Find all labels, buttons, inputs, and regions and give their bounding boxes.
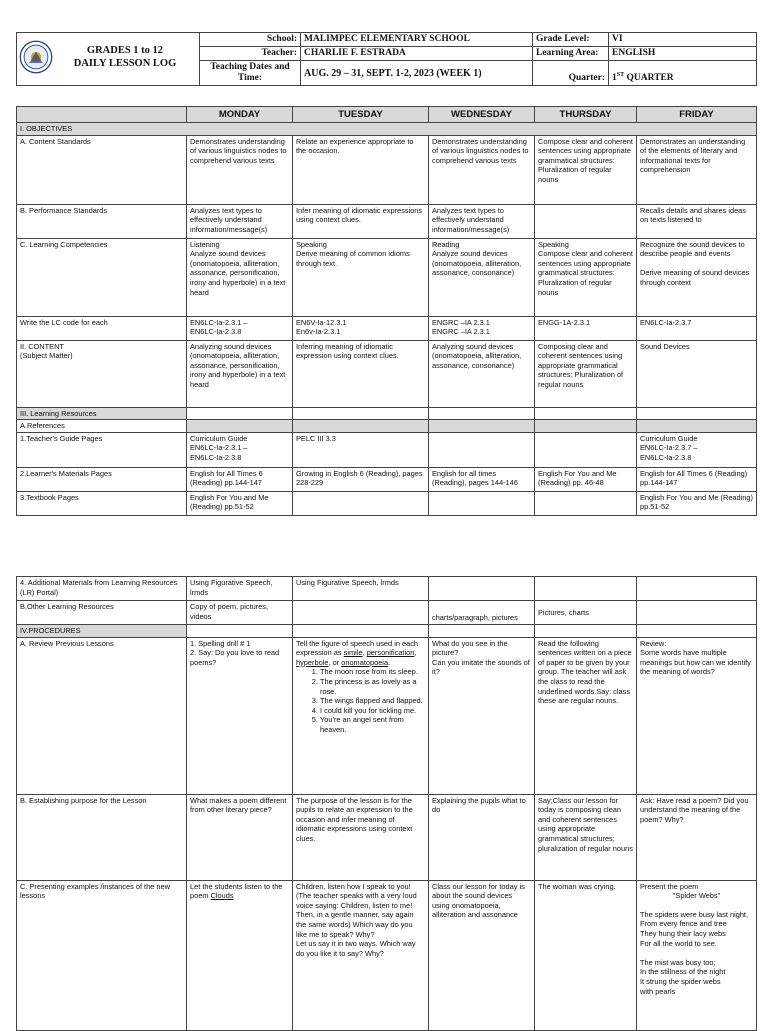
cell-content-standards-thu: Compose clear and coherent sentences using appropriate grammatical structures: Pluralization of regular nouns — [535, 135, 637, 204]
row-label-purpose: B. Establishing purpose for the Lesson — [17, 794, 187, 880]
school-label: School: — [200, 33, 301, 47]
list-item: 1. The moon rose from its sleep. — [320, 667, 425, 677]
cell-presenting-tue: Children, listen how I speak to you! (The teacher speaks with a very loud voice saying: Children, listen to me! Then, in a gentle manner, say again the same words) Which way do you like me to speak? Why? Let us say it in two ways. Which way do you like it to say? Why? — [293, 880, 429, 1030]
quarter-value: 1ST QUARTER — [609, 61, 757, 86]
cell-purpose-tue: The purpose of the lesson is for the pupils to relate an expression to the occasion and infer meaning of idiomatic expressions using context clues. — [293, 794, 429, 880]
cell-am-wed — [429, 577, 535, 601]
cell-content-mon: Analyzing sound devices (onomatopoeia, alliteration, assonance, personification, irony and hyperbole) in a text heard — [187, 340, 293, 407]
deped-seal-icon — [19, 40, 53, 74]
cell-or-fri — [637, 601, 757, 625]
day-tuesday: TUESDAY — [293, 107, 429, 123]
cell-lm-thu: English For You and Me (Reading) pp. 46-48 — [535, 467, 637, 491]
term-simile: simile — [343, 648, 363, 658]
row-label-presenting: C. Presenting examples /instances of the new lessons — [17, 880, 187, 1030]
cell-or-wed: charts/paragraph, pictures — [429, 601, 535, 625]
cell-performance-tue: Infer meaning of idiomatic expressions using context clues. — [293, 204, 429, 238]
cell-lc-code-tue: EN6V-Ia-12.3.1 En6v-Ia-2.3.1 — [293, 316, 429, 340]
cell-performance-mon: Analyzes text types to effectively understand information/message(s) — [187, 204, 293, 238]
learning-area-value: ENGLISH — [609, 47, 757, 61]
row-label-content-standards: A. Content Standards — [17, 135, 187, 204]
cell-lc-code-wed: ENGRC –IA 2.3.1 ENGRC –IA 2.3.1 — [429, 316, 535, 340]
cell-or-mon: Copy of poem, pictures, videos — [187, 601, 293, 625]
cell-lc-code-fri: EN6LC-Ia-2.3.7 — [637, 316, 757, 340]
cell-lm-wed: English for all times (Reading), pages 144-146 — [429, 467, 535, 491]
row-label-performance-standards: B. Performance Standards — [17, 204, 187, 238]
cell-lm-mon: English for All Times 6 (Reading) pp.144-147 — [187, 467, 293, 491]
term-hyperbole: hyperbole — [296, 657, 329, 667]
cell-am-thu — [535, 577, 637, 601]
lesson-table-page1 — [16, 106, 757, 516]
cell-lc-code-thu: ENGG-1A-2.3.1 — [535, 316, 637, 340]
section-procedures: IV.PROCEDURES — [17, 625, 187, 638]
poem-title-clouds: Clouds — [210, 891, 234, 901]
cell-performance-wed: Analyzes text types to effectively understand information/message(s) — [429, 204, 535, 238]
cell-competencies-wed: Reading Analyze sound devices (onomatopoeia, alliteration, assonance, consonance) — [429, 238, 535, 316]
teacher-value: CHARLIE F. ESTRADA — [301, 47, 533, 61]
cell-tg-mon: Curriculum Guide EN6LC-Ia-2.3.1 – EN6LC-Ia-2.3.8 — [187, 432, 293, 467]
cell-presenting-mon: Let the students listen to the poem Clouds — [187, 880, 293, 1030]
cell-purpose-fri: Ask: Have read a poem? Did you understand the meaning of the poem? Why? — [637, 794, 757, 880]
term-onomatopoeia: onomatopoeia — [341, 657, 389, 667]
row-label-content: II. CONTENT (Subject Matter) — [17, 340, 187, 407]
cell-competencies-mon: Listening Analyze sound devices (onomatopoeia, alliteration, assonance, personification, irony and hyperbole) in a text heard — [187, 238, 293, 316]
cell-lm-fri: English for All Times 6 (Reading) pp.144-147 — [637, 467, 757, 491]
cell-am-mon: Using Figurative Speech, lrmds — [187, 577, 293, 601]
day-thursday: THURSDAY — [535, 107, 637, 123]
section-objectives: I. OBJECTIVES — [17, 123, 757, 136]
cell-lc-code-mon: EN6LC-Ia-2.3.1 – EN6LC-Ia-2.3.8 — [187, 316, 293, 340]
row-label-review: A. Review Previous Lessons — [17, 637, 187, 794]
cell-competencies-fri: Recognize the sound devices to describe people and events Derive meaning of sound devices through context — [637, 238, 757, 316]
poem-title-spider-webs: “Spider Webs” — [672, 891, 721, 901]
cell-content-tue: Inferring meaning of idiomatic expression using context clues. — [293, 340, 429, 407]
cell-presenting-wed: Class our lesson for today is about the sound devices using onomatopoeia, alliteration and assonance — [429, 880, 535, 1030]
dll-title-line1: GRADES 1 to 12 — [86, 45, 164, 56]
list-item: 4. I could kill you for tickling me. — [320, 706, 425, 716]
row-label-lc-code: Write the LC code for each — [17, 316, 187, 340]
section-learning-resources: III. Learning Resources — [17, 407, 187, 420]
cell-content-standards-mon: Demonstrates understanding of various linguistics nodes to comprehend various texts — [187, 135, 293, 204]
row-label-learners-materials: 2.Learner's Materials Pages — [17, 467, 187, 491]
teaching-dates-value: AUG. 29 – 31, SEPT. 1-2, 2023 (WEEK 1) — [301, 61, 533, 86]
cell-review-fri: Review: Some words have multiple meanings but how can we identify the meaning of words? — [637, 637, 757, 794]
list-item: 2. The princess is as lovely as a rose. — [320, 677, 425, 696]
cell-am-fri — [637, 577, 757, 601]
cell-review-wed: What do you see in the picture? Can you imitate the sounds of it? — [429, 637, 535, 794]
cell-content-standards-wed: Demonstrates understanding of various linguistics nodes to comprehend various texts — [429, 135, 535, 204]
cell-presenting-fri — [637, 880, 757, 1030]
list-item: 3. The wings flapped and flapped. — [320, 696, 425, 706]
learning-area-label: Learning Area: — [533, 47, 609, 61]
row-label-other-resources: B.Other Learning Resources — [17, 601, 187, 625]
row-label-teachers-guide: 1.Teacher's Guide Pages — [17, 432, 187, 467]
teaching-dates-label: Teaching Dates and Time: — [200, 61, 301, 86]
cell-content-standards-tue: Relate an experience appropriate to the occasion. — [293, 135, 429, 204]
lesson-table-page2 — [16, 576, 757, 1031]
dll-title-line2: DAILY LESSON LOG — [73, 58, 177, 69]
cell-content-fri: Sound Devices — [637, 340, 757, 407]
cell-performance-fri: Recalls details and shares ideas on texts listened to — [637, 204, 757, 238]
cell-competencies-tue: Speaking Derive meaning of common idioms through text. — [293, 238, 429, 316]
cell-tg-fri: Curriculum Guide EN6LC-Ia-2.3.7 – EN6LC-Ia-2.3.8 — [637, 432, 757, 467]
grade-level-label: Grade Level: — [533, 33, 609, 47]
row-label-additional-materials: 4. Additional Materials from Learning Resources (LR) Portal) — [17, 577, 187, 601]
day-friday: FRIDAY — [637, 107, 757, 123]
row-label-competencies: C. Learning Competencies — [17, 238, 187, 316]
poem-spider-webs-text: The spiders were busy last night, From every fence and tree They hung their lacy webs For all the world to see. The mist was busy too; In the stillness of the night It strung the spider webs with pearls — [640, 909, 749, 996]
teacher-label: Teacher: — [200, 47, 301, 61]
cell-or-thu: Pictures, charts — [535, 601, 637, 625]
quarter-label: Quarter: — [533, 61, 609, 86]
blank-header — [17, 107, 187, 123]
term-personification: personification — [366, 648, 415, 658]
cell-tb-wed — [429, 491, 535, 515]
cell-content-wed: Analyzing sound devices (onomatopoeia, alliteration, assonance, consonance) — [429, 340, 535, 407]
cell-content-thu: Composing clear and coherent sentences using appropriate grammatical structures: Pluralization of regular nouns — [535, 340, 637, 407]
cell-presenting-thu: The woman was crying. — [535, 880, 637, 1030]
cell-tg-tue: PELC III 3.3 — [293, 432, 429, 467]
cell-or-tue — [293, 601, 429, 625]
header-table — [16, 32, 757, 86]
school-value: MALIMPEC ELEMENTARY SCHOOL — [301, 33, 533, 47]
cell-performance-thu — [535, 204, 637, 238]
cell-purpose-thu: Say;Class our lesson for today is composing clean and coherent sentences using appropriate grammatical structures; pluralization of regular nouns — [535, 794, 637, 880]
cell-purpose-wed: Explaining the pupils what to do — [429, 794, 535, 880]
list-item: 5. You're an angel sent from heaven. — [320, 715, 425, 734]
day-wednesday: WEDNESDAY — [429, 107, 535, 123]
cell-competencies-thu: Speaking Compose clear and coherent sentences using appropriate grammatical structures: Pluralization of regular nouns — [535, 238, 637, 316]
figure-of-speech-list — [296, 667, 425, 734]
row-label-textbook: 3.Textbook Pages — [17, 491, 187, 515]
cell-tb-fri: English For You and Me (Reading) pp.51-52 — [637, 491, 757, 515]
cell-tg-wed — [429, 432, 535, 467]
cell-content-standards-fri: Demonstrates an understanding of the elements of literary and informational texts for comprehension — [637, 135, 757, 204]
cell-lm-tue: Growing in English 6 (Reading), pages 228-229 — [293, 467, 429, 491]
present-poem-intro: Present the poem — [640, 881, 699, 891]
cell-purpose-mon: What makes a poem different from other literary piece? — [187, 794, 293, 880]
cell-review-tue: Tell the figure of speech used in each expression as simile, personification, hyperbole, or onomatopoeia. 1. The moon rose from its sleep. 2. The princess is as lovely as a rose. 3. The wings flapped and flapped. 4. I could kill you for tickling me. 5. You're an angel sent from heaven. — [293, 637, 429, 794]
cell-tg-thu — [535, 432, 637, 467]
row-label-references: A.References — [17, 420, 187, 433]
grade-level-value: VI — [609, 33, 757, 47]
cell-tb-tue — [293, 491, 429, 515]
day-monday: MONDAY — [187, 107, 293, 123]
cell-am-tue: Using Figurative Speech, lrmds — [293, 577, 429, 601]
cell-tb-thu — [535, 491, 637, 515]
cell-review-thu: Read the following sentences written on a piece of paper to be given by your group. The teacher will ask the class to read the underlined words.Say: class these are regular nouns. — [535, 637, 637, 794]
cell-tb-mon: English For You and Me (Reading) pp.51-52 — [187, 491, 293, 515]
cell-review-mon: 1. Spelling drill # 1 2. Say: Do you love to read poems? — [187, 637, 293, 794]
header-title-cell — [17, 33, 200, 86]
